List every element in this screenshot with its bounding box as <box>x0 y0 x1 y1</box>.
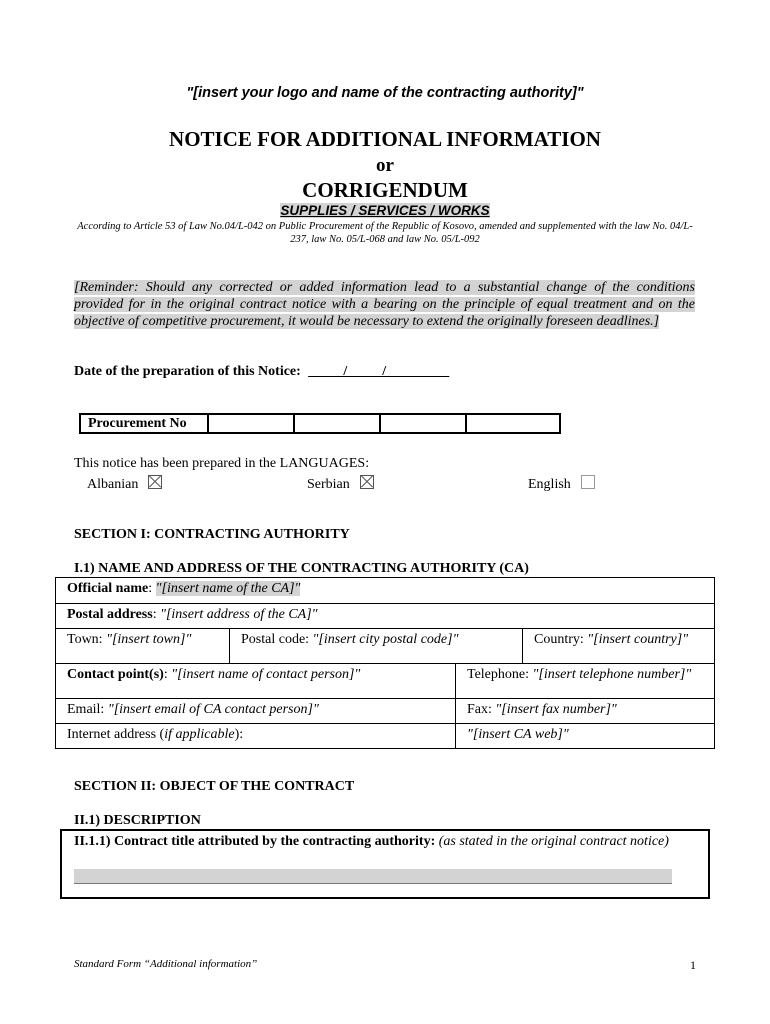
contracting-authority-table <box>55 577 715 749</box>
official-name-value: "[insert name of the CA]" <box>155 581 301 596</box>
email-label: Email: <box>67 702 108 717</box>
email-row <box>56 698 714 723</box>
fax-cell[interactable] <box>455 699 714 723</box>
contract-title-box <box>60 829 710 899</box>
postal-address-cell[interactable]: Postal address: "[insert address of the CA]" <box>67 607 318 622</box>
town-label: Town: <box>67 632 107 647</box>
telephone-cell[interactable] <box>455 664 714 698</box>
language-label: Albanian <box>87 477 139 492</box>
reminder-note <box>74 279 695 330</box>
official-name-cell[interactable]: Official name: "[insert name of the CA]" <box>67 581 301 596</box>
procurement-number-field-3[interactable] <box>380 414 466 433</box>
internet-address-label-end: ): <box>234 727 244 742</box>
town-row <box>56 628 714 663</box>
contract-title-note: (as stated in the original contract notice) <box>438 834 669 849</box>
fax-label: Fax: <box>467 702 496 717</box>
town-cell[interactable] <box>56 629 229 663</box>
checkbox-checked-icon[interactable] <box>148 475 162 489</box>
postal-address-value: "[insert address of the CA]" <box>160 607 318 622</box>
language-label: Serbian <box>307 477 350 492</box>
internet-applicable: if applicable <box>164 727 235 742</box>
section-1-1-heading: I.1) NAME AND ADDRESS OF THE CONTRACTING AUTHORITY (CA) <box>74 561 529 576</box>
contract-type-subtitle <box>0 203 770 218</box>
document-title-corrigendum: CORRIGENDUM <box>302 178 468 202</box>
town-value: "[insert town]" <box>106 632 192 647</box>
preparation-date <box>74 364 449 380</box>
document-title: NOTICE FOR ADDITIONAL INFORMATION <box>169 127 601 151</box>
page-number: 1 <box>690 958 696 972</box>
telephone-value: "[insert telephone number]" <box>532 667 692 682</box>
procurement-number-field-2[interactable] <box>294 414 380 433</box>
country-label: Country: <box>534 632 588 647</box>
contract-title-label: II.1.1) Contract title attributed by the contracting authority: <box>74 834 436 849</box>
procurement-number-field-4[interactable] <box>466 414 560 433</box>
postal-code-cell[interactable] <box>229 629 522 663</box>
preparation-date-field[interactable]: _____/_____/_________ <box>308 364 450 379</box>
section-2-heading: SECTION II: OBJECT OF THE CONTRACT <box>74 779 355 794</box>
contact-point-cell[interactable]: Contact point(s): "[insert name of contact person]" <box>67 667 361 682</box>
procurement-number-field-1[interactable] <box>208 414 294 433</box>
official-name-label: Official name <box>67 581 149 596</box>
email-cell[interactable] <box>56 699 455 723</box>
internet-address-label: Internet address ( <box>67 727 165 742</box>
internet-address-cell[interactable] <box>56 724 455 748</box>
logo-placeholder: "[insert your logo and name of the contracting authority]" <box>186 85 584 101</box>
country-cell[interactable] <box>522 629 714 663</box>
procurement-number-table <box>79 413 561 434</box>
fax-value: "[insert fax number]" <box>495 702 617 717</box>
section-2-1-heading: II.1) DESCRIPTION <box>74 813 201 828</box>
telephone-label: Telephone: <box>467 667 533 682</box>
title-or: or <box>376 155 394 176</box>
internet-row <box>56 723 714 748</box>
legal-basis: According to Article 53 of Law No.04/L-042 on Public Procurement of the Republic of Kosovo, amended and supplemented with the law No. 04/L-237, law No. 05/L-068 and law No. 05/L-092 <box>77 221 693 245</box>
country-value: "[insert country]" <box>587 632 689 647</box>
procurement-number-label: Procurement No <box>80 414 208 433</box>
contract-title-field[interactable] <box>74 869 672 884</box>
language-albanian <box>87 475 162 493</box>
official-name-row <box>56 578 714 603</box>
footer-form-name: Standard Form “Additional information” <box>74 958 258 970</box>
contact-row <box>56 663 714 698</box>
internet-value-cell[interactable] <box>455 724 714 748</box>
contact-point-label: Contact point(s) <box>67 667 164 682</box>
language-english <box>528 475 595 493</box>
email-value: "[insert email of CA contact person]" <box>107 702 319 717</box>
preparation-date-label: Date of the preparation of this Notice: <box>74 364 301 379</box>
contract-title-text <box>74 833 694 850</box>
language-serbian <box>307 475 374 493</box>
checkbox-checked-icon[interactable] <box>360 475 374 489</box>
postal-address-label: Postal address <box>67 607 153 622</box>
postal-address-row <box>56 603 714 628</box>
internet-address-value: "[insert CA web]" <box>467 727 569 742</box>
reminder-text: [Reminder: Should any corrected or added information lead to a substantial change of the conditions provided for in the original contract notice with a bearing on the principle of equal treatment and on the objective of competitive procurement, it would be necessary to extend the originally foreseen deadlines.] <box>74 280 695 329</box>
language-label: English <box>528 477 571 492</box>
contact-point-value: "[insert name of contact person]" <box>171 667 361 682</box>
postal-code-label: Postal code: <box>241 632 313 647</box>
section-1-heading: SECTION I: CONTRACTING AUTHORITY <box>74 527 350 542</box>
contract-type-text: SUPPLIES / SERVICES / WORKS <box>280 203 490 218</box>
languages-intro: This notice has been prepared in the LANGUAGES: <box>74 456 370 471</box>
postal-code-value: "[insert city postal code]" <box>312 632 459 647</box>
checkbox-unchecked-icon[interactable] <box>581 475 595 489</box>
